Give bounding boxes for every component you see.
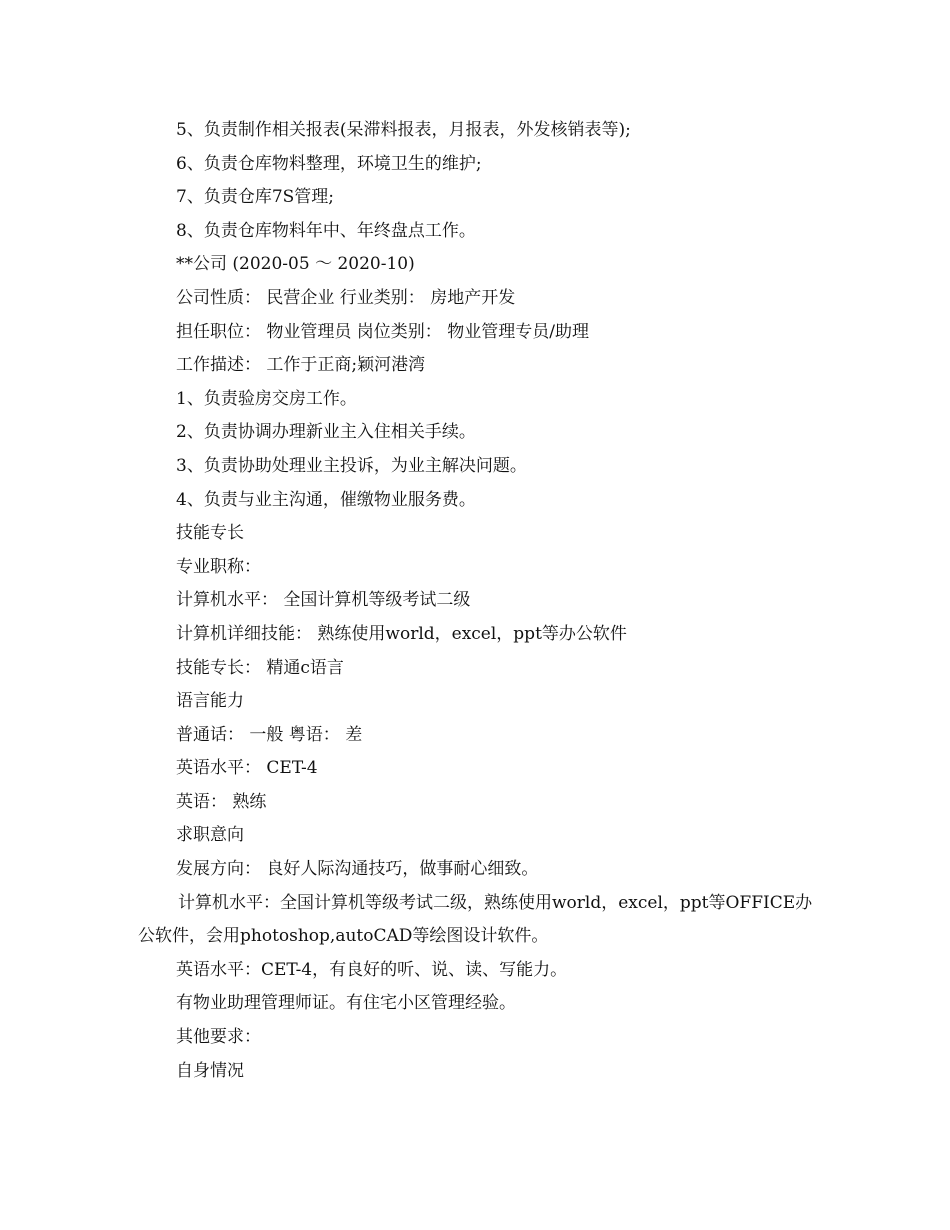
document-body xyxy=(138,114,818,1088)
text-line: 英语水平： CET-4 xyxy=(176,758,318,779)
text-line: 2、负责协调办理新业主入住相关手续。 xyxy=(176,422,476,443)
section-heading-language: 语言能力 xyxy=(176,691,244,712)
text-line: 4、负责与业主沟通，催缴物业服务费。 xyxy=(176,489,476,510)
text-line: 英语： 熟练 xyxy=(176,791,267,812)
text-line: 8、负责仓库物料年中、年终盘点工作。 xyxy=(176,220,476,241)
text-line: 担任职位： 物业管理员 岗位类别： 物业管理专员/助理 xyxy=(176,321,589,342)
text-line: 7、负责仓库7S管理; xyxy=(176,187,335,208)
text-line: 有物业助理管理师证。有住宅小区管理经验。 xyxy=(176,993,516,1014)
text-line: 3、负责协助处理业主投诉，为业主解决问题。 xyxy=(176,455,527,476)
text-line: 其他要求： xyxy=(176,1027,261,1048)
section-heading-job-intention: 求职意向 xyxy=(176,825,244,846)
text-line: 发展方向： 良好人际沟通技巧，做事耐心细致。 xyxy=(176,859,539,880)
text-line: 公司性质： 民营企业 行业类别： 房地产开发 xyxy=(176,287,516,308)
text-line: 计算机水平： 全国计算机等级考试二级 xyxy=(176,590,471,611)
text-line: 5、负责制作相关报表(呆滞料报表，月报表，外发核销表等); xyxy=(176,120,631,140)
text-line: 专业职称： xyxy=(176,556,261,577)
text-line: 英语水平：CET-4，有良好的听、说、读、写能力。 xyxy=(176,959,568,980)
company-heading: **公司 (2020-05 ～ 2020-10) xyxy=(176,254,415,275)
computer-skills-paragraph: 计算机水平：全国计算机等级考试二级，熟练使用world，excel，ppt等OFFICE办公软件，会用photoshop,autoCAD等绘图设计软件。 xyxy=(138,892,813,947)
text-line: 技能专长： 精通c语言 xyxy=(176,657,344,678)
text-line: 计算机详细技能： 熟练使用world，excel，ppt等办公软件 xyxy=(176,623,627,644)
text-line: 普通话： 一般 粤语： 差 xyxy=(176,724,363,745)
section-heading-self: 自身情况 xyxy=(176,1060,244,1081)
text-line: 工作描述： 工作于正商;颖河港湾 xyxy=(176,355,426,376)
section-heading-skills: 技能专长 xyxy=(176,523,244,544)
text-line: 1、负责验房交房工作。 xyxy=(176,388,357,409)
text-line: 6、负责仓库物料整理，环境卫生的维护; xyxy=(176,153,482,174)
